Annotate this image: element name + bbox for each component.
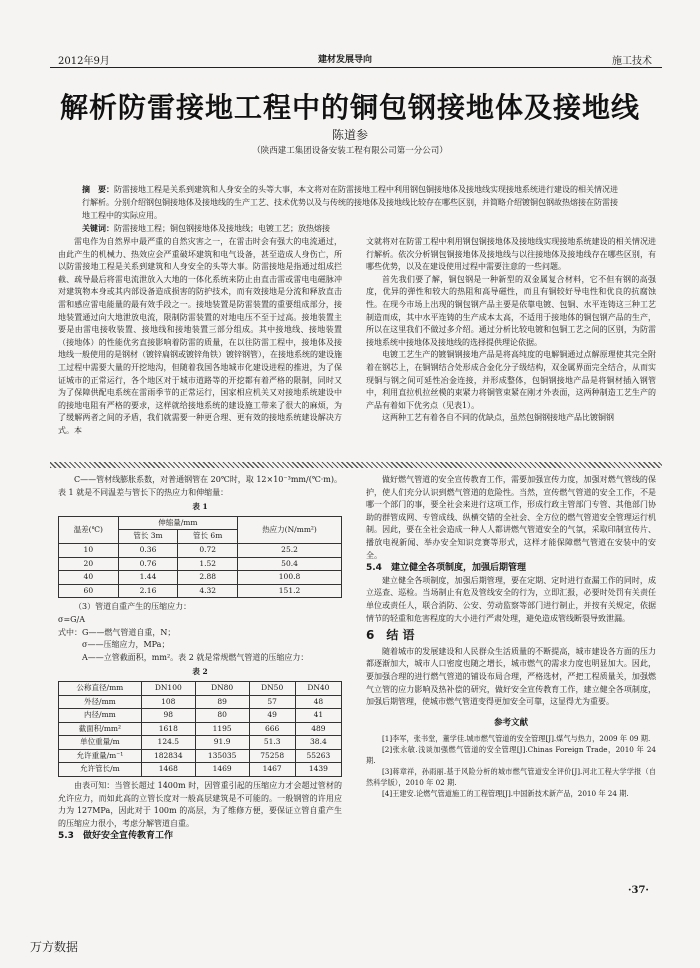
table-cell: 48	[295, 695, 341, 709]
table-cell: 98	[141, 709, 195, 723]
abstract	[82, 183, 622, 222]
upper-right-column	[366, 236, 656, 425]
table1-header: 热应力(N/mm²)	[238, 516, 342, 543]
section-heading: 5.3 做好安全宣传教育工作	[58, 831, 173, 842]
table-row	[59, 709, 342, 723]
table-cell: 40	[59, 571, 119, 585]
table-cell: 允许重量/m⁻¹	[59, 749, 142, 763]
page-number: ·37·	[628, 885, 649, 896]
table-row	[59, 722, 342, 736]
table-cell: 单位重量/m	[59, 736, 142, 750]
table-cell: 666	[249, 722, 295, 736]
table-cell: 1439	[295, 763, 341, 777]
table-row	[59, 749, 342, 763]
paragraph: 由表可知：当管长超过 1400m 时，因管重引起的压缩应力才会超过管材的允许应力，而如此高的立管长度对一般高层建筑是不可能的。一般钢管的许用应力为 127MPa，因此对于 100m 的高层，为了维修方便，要保证立管自重产生的压缩应力很小，考虑分解管道自重。	[58, 781, 342, 828]
keywords-label: 关键词：	[82, 224, 114, 233]
conclusion-heading: 6 结 语	[366, 628, 415, 643]
section-heading: 5.4 建立健全各项制度，加强后期管理	[366, 563, 526, 574]
table-cell: 0.76	[118, 557, 178, 571]
lower-left-column	[58, 474, 342, 843]
table-cell: 51.3	[249, 736, 295, 750]
table-cell: 允许管长/m	[59, 763, 142, 777]
table2	[58, 681, 342, 777]
table2-header: DN80	[195, 681, 249, 695]
table-row	[59, 557, 342, 571]
table-cell: 截面积/mm²	[59, 722, 142, 736]
table-cell: 4.32	[178, 584, 238, 598]
table-cell: 80	[195, 709, 249, 723]
header-rule	[50, 67, 662, 68]
abstract-label: 摘 要：	[82, 185, 114, 194]
table2-header: DN50	[249, 681, 295, 695]
table-cell: 100.8	[238, 571, 342, 585]
author: 陈道参	[331, 128, 368, 142]
table-cell: 20	[59, 557, 119, 571]
table-cell: 41	[295, 709, 341, 723]
table1	[58, 516, 342, 599]
table-cell: 135035	[195, 749, 249, 763]
table-cell: 2.88	[178, 571, 238, 585]
paragraph: 雷电作为自然界中最严重的自然灾害之一，在雷击时会有强大的电流通过，由此产生的机械力、热效应会严重破坏建筑和电气设备，甚至造成人身伤亡，所以防雷接地工程是关系到建筑和人身安全的头等大事。防雷接地是指通过组成拦截、疏导最后将雷电流泄放入大地的一体化系统来防止由直击雷或雷电电磁脉冲对建筑物本身或其内部设备造成损害的防护技术，而有效接地是分流和释放直击雷和感应雷电能量的最有效手段之一。接地装置是防雷装置的重要组成部分，接地装置通过向大地泄放电流，限制防雷装置的对地电压不至于过高。接地装置主要是由雷电接收装置、接地线和接地装置三部分组成。其中接地线、接地装置（接地体）的性能优劣直接影响着防雷的质量，在以往防雷工程中，接地体及接地线一般使用的是钢材（镀锌扁钢或镀锌角铁）镀锌钢管），在接地系统的建设施工过程中需要大量的开挖地沟，但随着我国各地城市化建设进程的推进，为了保证城市的正常运行，各个地区对于城市道路等的开挖都有着严格的限制，同时又为了保障供配电系统在雷雨季节的正常运行，国家相应机关又对接地系统建设中的接地电阻有严格的要求，这样就给接地系统的建设施工带来了很大的麻烦，为了缓解两者之间的矛盾，我们就需要一种更合理、更有效的接地系统建设解决方式。本	[58, 237, 342, 435]
table-cell: 182834	[141, 749, 195, 763]
table-cell: 38.4	[295, 736, 341, 750]
variable-def: A——立管截面积，mm²。表 2 就是常规燃气管道的压缩应力：	[82, 652, 309, 662]
table-cell: 外径/mm	[59, 695, 142, 709]
abstract-text: 防雷接地工程是关系到建筑和人身安全的头等大事，本文将对在防雷接地工程中利用钢包铜接地体及接地线实现接地系统进行建设的相关情况进行解析。分别介绍钢包铜接地体及接地线的生产工艺、技术优势以及与传统的接地体及接地线比较存在哪些区别，并简略介绍镀铜包钢故热熔接在防雷接地工程中的实际应用。	[82, 185, 618, 220]
table-cell: 2.16	[118, 584, 178, 598]
table-cell: 0.72	[178, 543, 238, 557]
section-separator	[50, 462, 662, 468]
table1-header: 温差(℃)	[59, 516, 119, 543]
reference-item: [4]王建安.论燃气管道施工的工程管理[J].中国新技术新产品，2010 年 24 期.	[382, 789, 629, 799]
references-heading: 参考文献	[493, 717, 528, 728]
paragraph: 文就将对在防雷工程中利用钢包铜接地体及接地线实现接地系统建设的相关情况进行解析。依次分析钢包铜接地体及接地线与以往接地体及接地线存在哪些区别，有哪些优势，以及在建设使用过程中需要注意的一些问题。	[366, 237, 656, 272]
formula: σ=G/A	[58, 614, 86, 624]
table1-header: 管长 6m	[178, 530, 238, 544]
variable-def: σ——压缩应力，MPa；	[82, 640, 170, 650]
table2-header: DN100	[141, 681, 195, 695]
journal-name: 建材发展导向	[318, 55, 373, 65]
table-row	[59, 695, 342, 709]
table-cell: 25.2	[238, 543, 342, 557]
header-date: 2012年9月	[58, 56, 110, 67]
paragraph: 电镀工艺生产的镀铜钢接地产品是将高纯度的电解铜通过点解原理使其完全附着在钢芯上，在铜钢结合处形成合金化分子级结构，双金属界面完全结合，从而实现铜与钢之间可延性冶金连接，并形成整体，包铜钢接地产品是将铜材插入钢管中，利用直拉机拉丝模的束紧力将铜管束紧在刚才外表面，这两种制造工艺生产的产品有着如下优劣点（见表1）。	[366, 350, 656, 410]
table-cell: 60	[59, 584, 119, 598]
watermark: 万方数据	[30, 940, 79, 954]
paragraph: 这两种工艺有着各自不同的优缺点，虽然包铜钢接地产品比镀铜钢	[382, 413, 614, 423]
table1-header: 管长 3m	[118, 530, 178, 544]
table-row	[59, 571, 342, 585]
reference-item: [1]李军，张书堂，董学佳.城市燃气管道的安全管理[J].煤气与热力，2009 年 09 期.	[382, 734, 651, 744]
table-cell: 55263	[295, 749, 341, 763]
table-cell: 151.2	[238, 584, 342, 598]
table-row	[59, 736, 342, 750]
table2-header: 公称直径/mm	[59, 681, 142, 695]
reference-item: [2]张永敏.浅谈加强燃气管道的安全管理[J].Chinas Foreign Trade，2010 年 24 期.	[366, 745, 656, 766]
table-cell: 124.5	[141, 736, 195, 750]
table-cell: 49	[249, 709, 295, 723]
table-cell: 108	[141, 695, 195, 709]
table-cell: 0.36	[118, 543, 178, 557]
table-cell: 1469	[195, 763, 249, 777]
affiliation: （陕西建工集团设备安装工程有限公司第一分公司）	[252, 146, 448, 156]
table-cell: 1.52	[178, 557, 238, 571]
table2-caption: 表 2	[192, 667, 208, 677]
paragraph: 做好燃气管道的安全宣传教育工作，需要加强宣传力度，加强对燃气管线的保护，使人们充分认识到燃气管道的危险性。当然，宣传燃气管道的安全工作，不是哪一个部门的事，要全社会来进行这项工作，形成行政主管部门专管、其他部门协助的群管成网、专管成线、纵横交错的全社会、全方位的燃气管道安全管理运行机制。因此，要在全社会造成一种人人都讲燃气管道安全的气氛，采取印制宣传片、播放电视新闻、举办安全知识竞赛等形式，这样才能保障燃气管道在安装中的安全。	[366, 475, 656, 560]
table1-caption: 表 1	[192, 502, 208, 512]
variable-def: 式中：G——燃气管道自重，N；	[58, 627, 176, 637]
table-cell: 1468	[141, 763, 195, 777]
keywords-text: 防雷接地工程；铜包钢接地体及接地线；电镀工艺；放热熔接	[114, 224, 330, 233]
table-row	[59, 763, 342, 777]
table-cell: 内径/mm	[59, 709, 142, 723]
paragraph: 随着城市的发展建设和人民群众生活质量的不断提高，城市建设各方面的压力都逐渐加大，城市人口密度也随之增长，城市燃气的需求力度也明显加大。因此，要加强合理的进行燃气管道的铺设布局合理，严格选材，严把工程质量关，加强燃气立管的应力影响及热补偿的研究，做好安全宣传教育工作，建立健全各项制度，加强后期管理，使城市燃气管道变得更加安全可靠，这显得尤为重要。	[366, 646, 656, 707]
header-section: 施工技术	[612, 56, 652, 67]
table-cell: 75258	[249, 749, 295, 763]
table-cell: 50.4	[238, 557, 342, 571]
table-cell: 1.44	[118, 571, 178, 585]
article-title: 解析防雷接地工程中的铜包钢接地体及接地线	[59, 91, 640, 124]
table-cell: 89	[195, 695, 249, 709]
table2-header: DN40	[295, 681, 341, 695]
abstract-block	[82, 183, 622, 235]
table-cell: 489	[295, 722, 341, 736]
paragraph: C——管材线膨胀系数，对普通钢管在 20℃时，取 12×10⁻³mm/(℃·m)。表 1 就是不同温差与管长下的热应力和伸缩量：	[58, 475, 343, 497]
table-cell: 91.9	[195, 736, 249, 750]
table-cell: 1195	[195, 722, 249, 736]
table1-group-header: 伸缩量/mm	[118, 516, 237, 530]
table-row	[59, 681, 342, 695]
reference-item: [3]蒋章祥，孙雨丽.基于风险分析的城市燃气管道安全评价[J].河北工程大学学报（自然科学版），2010 年 02 期.	[366, 767, 656, 788]
paragraph: （3）管道自重产生的压缩应力：	[74, 602, 192, 612]
table-cell: 1618	[141, 722, 195, 736]
paragraph: 首先我们要了解，铜包钢是一种新型的双金属复合材料，它不但有钢的高强度，优异的弹性和较大的热阻和高导磁性，而且有铜较好导电性和优良的抗腐蚀性。在现今市场上出现的铜包钢产品主要是依靠电镀、包铜、水平连铸这三种工艺制造而成，其中水平连铸的生产成本太高，不适用于接地体的铜包钢产品的生产，所以在这里我们不做过多介绍。通过分析比较电镀和包铜工艺之间的区别，为防雷接地系统中接地体及接地线的选择提供理论依据。	[366, 274, 656, 347]
table-cell: 10	[59, 543, 119, 557]
table-row	[59, 543, 342, 557]
paragraph: 建立健全各项制度，加强后期管理，要在定期、定时进行查漏工作的同时，成立巡查、巡检。当场制止有危及管线安全的行为，立即汇报，必要时处罚有关责任单位或责任人，联合消防、公安、劳动监察等部门进行制止，并按有关规定，依据情节的轻重和危害程度的大小进行严肃处理，避免造成管线断裂导致泄漏。	[366, 575, 656, 623]
keywords	[82, 222, 622, 235]
upper-left-column	[58, 236, 342, 438]
lower-right-column	[366, 474, 656, 799]
table-cell: 57	[249, 695, 295, 709]
table-row	[59, 584, 342, 598]
table-cell: 1467	[249, 763, 295, 777]
